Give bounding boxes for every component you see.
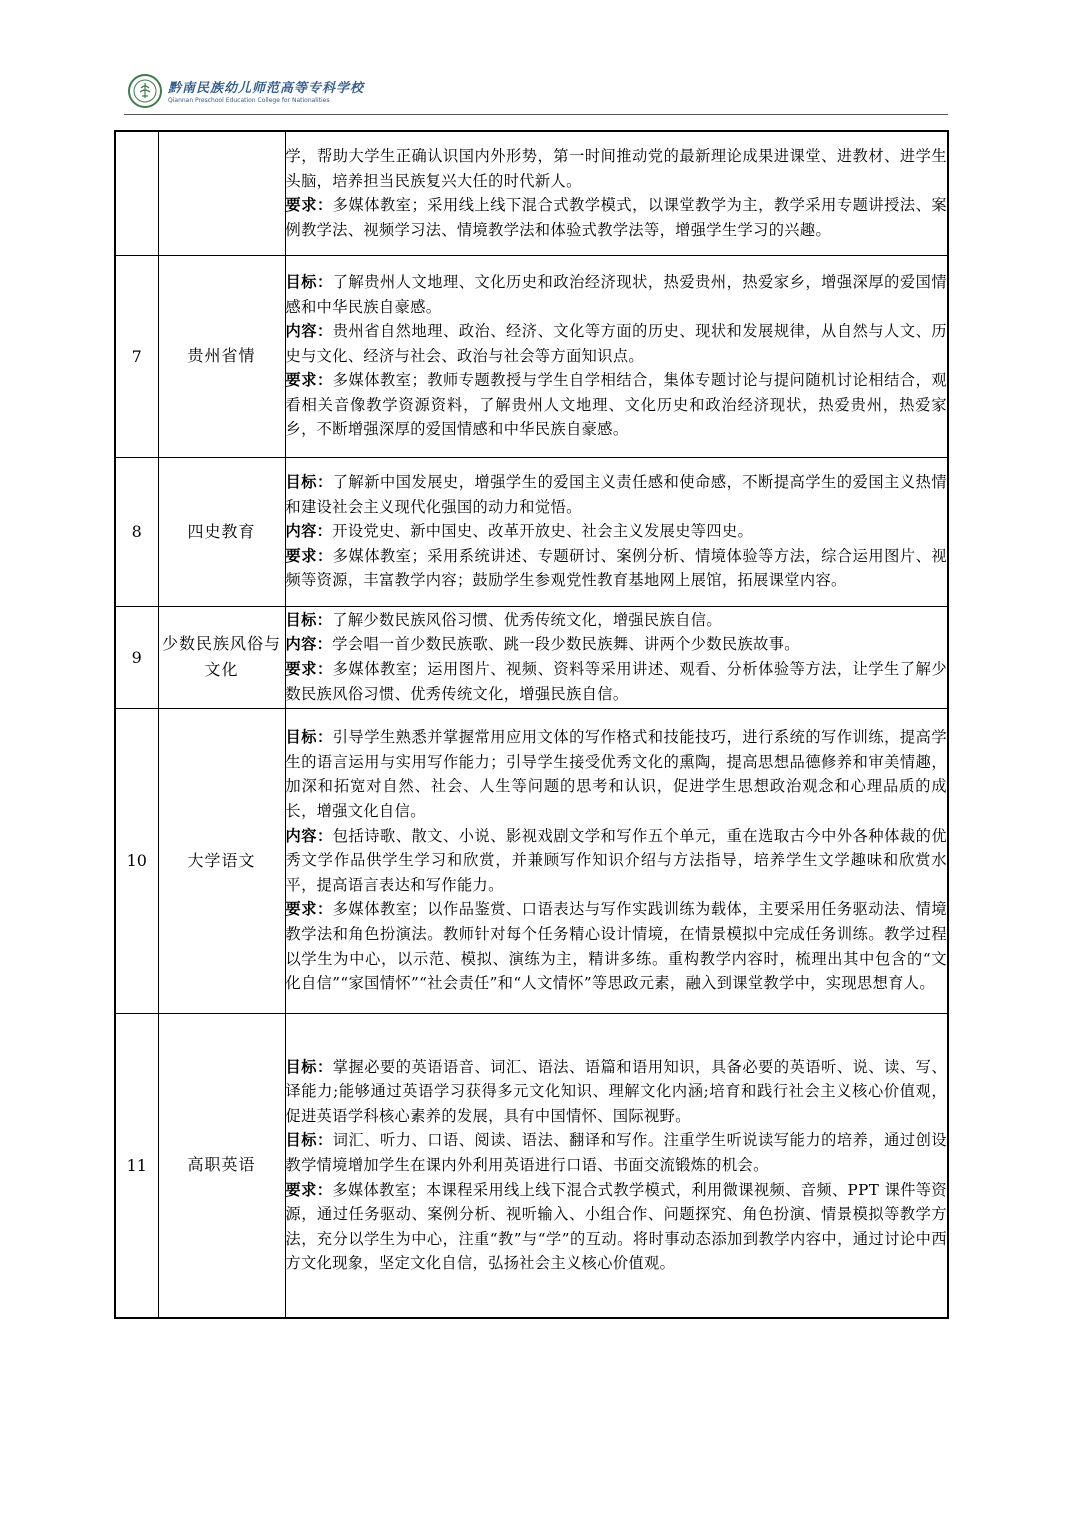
paragraph-label: 内容： [285, 322, 333, 341]
paragraph-text: 掌握必要的英语语音、词汇、语法、语篇和语用知识，具备必要的英语听、说、读、写、译能力;能够通过英语学习获得多元文化知识、理解文化内涵;培育和践行社会主义核心价值观，促进英语学科核心素养的发展，具有中国情怀、国际视野。 [285, 1057, 947, 1125]
paragraph-label: 目标： [285, 1057, 333, 1076]
row-number: 8 [115, 457, 158, 606]
description-paragraph [286, 1178, 948, 1276]
paragraph-label: 目标： [285, 728, 333, 747]
paragraph-label: 要求： [285, 196, 333, 215]
paragraph-label: 内容： [285, 826, 333, 845]
paragraph-text: 开设党史、新中国史、改革开放史、社会主义发展史等四史。 [332, 522, 754, 541]
table-row [115, 131, 948, 255]
paragraph-label: 目标： [285, 272, 333, 291]
paragraph-text: 多媒体教室；运用图片、视频、资料等采用讲述、观看、分析体验等方法，让学生了解少数民族风俗习惯、优秀传统文化，增强民族自信。 [285, 660, 947, 703]
paragraph-label: 要求： [285, 1180, 333, 1199]
description-paragraph [286, 193, 948, 242]
course-name: 贵州省情 [158, 255, 285, 457]
paragraph-text: 了解少数民族风俗习惯、优秀传统文化，增强民族自信。 [332, 610, 722, 629]
description-paragraph [286, 657, 948, 706]
paragraph-text: 引导学生熟悉并掌握常用应用文体的写作格式和技能技巧，进行系统的写作训练，提高学生的语言运用与实用写作能力；引导学生接受优秀文化的熏陶，提高思想品德修养和审美情趣，加深和拓宽对自然、社会、人生等问题的思考和认识，促进学生思想政治观念和心理品质的成长，增强文化自信。 [285, 728, 947, 821]
description-paragraph [286, 519, 948, 544]
description-paragraph [286, 632, 948, 657]
description-paragraph [286, 1055, 948, 1129]
course-table [114, 130, 949, 1319]
course-description [285, 255, 948, 457]
paragraph-label: 要求： [285, 660, 333, 678]
paragraph-text: 词汇、听力、口语、阅读、语法、翻译和写作。注重学生听说读写能力的培养，通过创设教学情境增加学生在课内外利用英语进行口语、书面交流锻炼的机会。 [285, 1131, 947, 1174]
header-divider [124, 114, 948, 115]
description-paragraph [286, 470, 948, 519]
paragraph-text: 多媒体教室；采用线上线下混合式教学模式，以课堂教学为主，教学采用专题讲授法、案例教学法、视频学习法、情境教学法和体验式教学法等，增强学生学习的兴趣。 [285, 196, 947, 239]
description-paragraph [286, 608, 948, 633]
description-paragraph [286, 144, 948, 193]
description-paragraph [286, 368, 948, 442]
paragraph-label: 要求： [285, 900, 333, 919]
description-paragraph [286, 544, 948, 593]
table-row [115, 1013, 948, 1318]
course-name [158, 131, 285, 255]
course-name: 少数民族风俗与文化 [158, 606, 285, 708]
description-paragraph [286, 270, 948, 319]
course-name: 大学语文 [158, 708, 285, 1013]
table-row [115, 606, 948, 708]
description-paragraph [286, 897, 948, 995]
paragraph-text: 贵州省自然地理、政治、经济、文化等方面的历史、现状和发展规律，从自然与人文、历史与文化、经济与社会、政治与社会等方面知识点。 [285, 322, 947, 365]
paragraph-text: 了解新中国发展史，增强学生的爱国主义责任感和使命感，不断提高学生的爱国主义热情和建设社会主义现代化强国的动力和觉悟。 [285, 473, 947, 516]
paragraph-text: 多媒体教室；采用系统讲述、专题研讨、案例分析、情境体验等方法，综合运用图片、视频等资源，丰富教学内容；鼓励学生参观党性教育基地网上展馆，拓展课堂内容。 [285, 546, 947, 590]
course-name: 高职英语 [158, 1013, 285, 1318]
course-description [285, 457, 948, 606]
row-number: 11 [115, 1013, 158, 1318]
paragraph-label: 内容： [285, 522, 333, 541]
row-number: 10 [115, 708, 158, 1013]
paragraph-label: 目标： [285, 1131, 333, 1150]
row-number [115, 131, 158, 255]
paragraph-text: 了解贵州人文地理、文化历史和政治经济现状，热爱贵州，热爱家乡，增强深厚的爱国情感和中华民族自豪感。 [285, 272, 947, 316]
table-row [115, 457, 948, 606]
course-description [285, 1013, 948, 1318]
row-number: 7 [115, 255, 158, 457]
page-header [124, 70, 948, 116]
school-name-en: Qiannan Preschool Education College for Nationalities [168, 97, 330, 104]
course-name: 四史教育 [158, 457, 285, 606]
paragraph-label: 要求： [285, 546, 333, 565]
course-description [285, 606, 948, 708]
paragraph-text: 学会唱一首少数民族歌、跳一段少数民族舞、讲两个少数民族故事。 [332, 635, 800, 654]
row-number: 9 [115, 606, 158, 708]
paragraph-text: 学，帮助大学生正确认识国内外形势，第一时间推动党的最新理论成果进课堂、进教材、进学生头脑，培养担当民族复兴大任的时代新人。 [285, 147, 947, 190]
paragraph-text: 多媒体教室；教师专题教授与学生自学相结合，集体专题讨论与提问随机讨论相结合，观看相关音像教学资源资料，了解贵州人文地理、文化历史和政治经济现状，热爱贵州，热爱家乡，不断增强深厚的爱国情感和中华民族自豪感。 [285, 371, 947, 439]
paragraph-label: 内容： [285, 635, 333, 654]
table-row [115, 708, 948, 1013]
course-description [285, 708, 948, 1013]
school-logo-icon [128, 74, 162, 108]
paragraph-label: 目标： [285, 473, 333, 492]
description-paragraph [286, 1128, 948, 1177]
paragraph-label: 要求： [285, 371, 333, 390]
description-paragraph [286, 319, 948, 368]
description-paragraph [286, 725, 948, 823]
school-name-cn: 黔南民族幼儿师范高等专科学校 [168, 81, 365, 96]
paragraph-text: 多媒体教室；以作品鉴赏、口语表达与写作实践训练为载体，主要采用任务驱动法、情境教学法和角色扮演法。教师针对每个任务精心设计情境，在情景模拟中完成任务训练。教学过程以学生为中心，以示范、模拟、演练为主，精讲多练。重构教学内容时，梳理出其中包含的“文化自信”“家国情怀”“社会责任”和“人文情怀”等思政元素，融入到课堂教学中，实现思想育人。 [285, 900, 947, 993]
paragraph-text: 多媒体教室；本课程采用线上线下混合式教学模式，利用微课视频、音频、PPT 课件等资源，通过任务驱动、案例分析、视听输入、小组合作、问题探究、角色扮演、情景模拟等教学方法，充分以学生为中心，注重“教”与“学”的互动。将时事动态添加到教学内容中，通过讨论中西方文化现象，坚定文化自信，弘扬社会主义核心价值观。 [285, 1180, 948, 1273]
paragraph-label: 目标： [285, 610, 333, 629]
description-paragraph [286, 824, 948, 898]
table-row [115, 255, 948, 457]
paragraph-text: 包括诗歌、散文、小说、影视戏剧文学和写作五个单元，重在选取古今中外各种体裁的优秀文学作品供学生学习和欣赏，并兼顾写作知识介绍与方法指导，培养学生文学趣味和欣赏水平，提高语言表达和写作能力。 [285, 826, 947, 894]
course-description [285, 131, 948, 255]
